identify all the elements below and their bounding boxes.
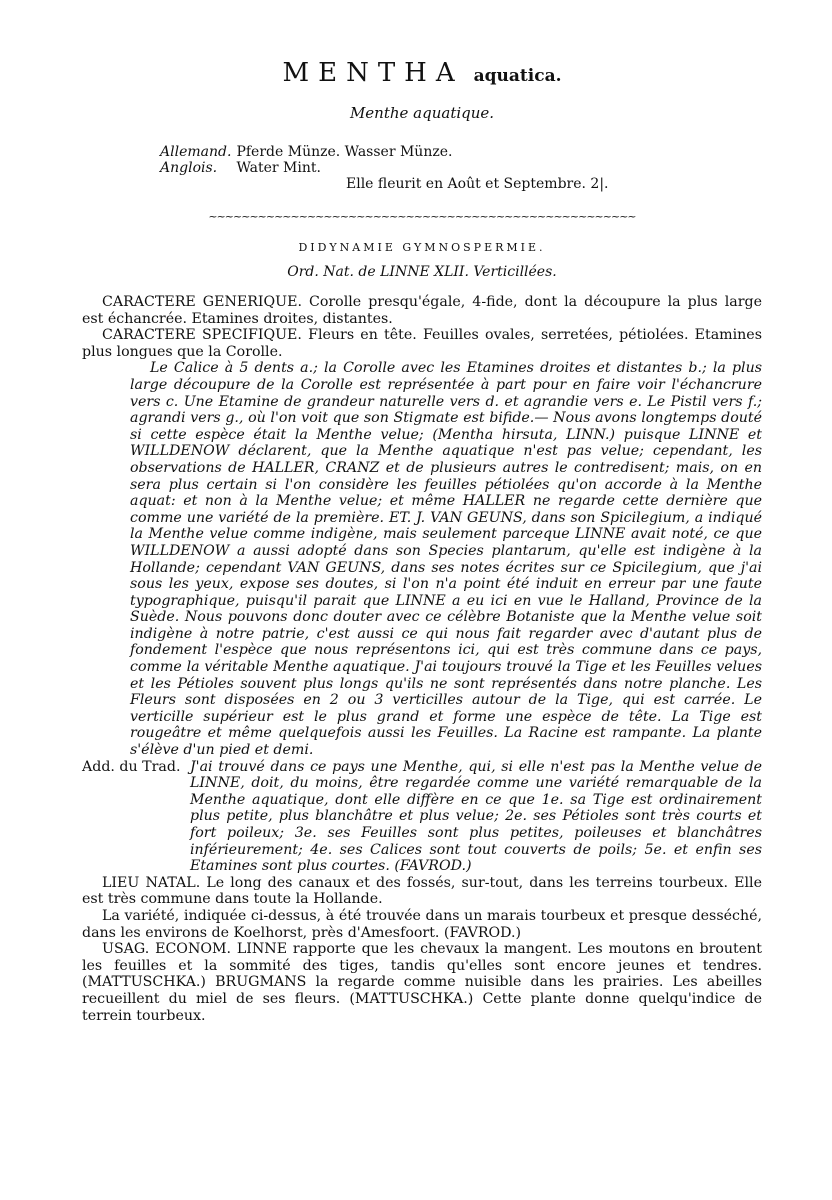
- economic-use: USAG. ECONOM. LINNE rapporte que les chevaux la mangent. Les moutons en broutent les feuilles et la sommité des tiges, tandis qu'elles sont encore jeunes et tendres. (MATTUSCHKA.) BRUGMANS la regarde comme nuisible dans les prairies. Les abeilles recueillent du miel de ses fleurs. (MATTUSCHKA.) Cette plante donne quelqu'indice de terrein tourbeux.: [82, 941, 762, 1024]
- german-name-row: [160, 144, 762, 160]
- translator-addition-label: Add. du Trad.: [82, 758, 181, 775]
- german-label: Allemand.: [160, 144, 232, 160]
- ornamental-rule: ~~~~~~~~~~~~~~~~~~~~~~~~~~~~~~~~~~~~~~~~~~~~~~~~~~~~: [208, 210, 636, 223]
- generic-character: CARACTERE GENERIQUE. Corolle presqu'égale, 4-fide, dont la découpure la plus large est échancrée. Etamines droites, distantes.: [82, 294, 762, 327]
- english-name: Water Mint.: [236, 160, 321, 176]
- native-habitat: LIEU NATAL. Le long des canaux et des fossés, sur-tout, dans les terreins tourbeux. Elle est très commune dans toute la Hollande.: [82, 874, 762, 908]
- species-epithet: aquatica.: [473, 66, 562, 86]
- page-title: [82, 58, 762, 88]
- description-paragraph: Le Calice à 5 dents a.; la Corolle avec les Etamines droites et distantes b.; la plus large découpure de la Corolle est représentée à part pour en faire voir l'échancrure vers c. Une Etamine de grandeur naturelle vers d. et agrandie vers e. Le Pistil vers f.; agrandi vers g., où l'on voit que son Stigmate est bifide.— Nous avons longtemps douté si cette espèce était la Menthe velue; (Mentha hirsuta, LINN.) puisque LINNE et WILLDENOW déclarent, que la Menthe aquatique n'est pas velue; cependant, les observations de HALLER, CRANZ et de plusieurs autres le contredisent; mais, on en sera plus certain si l'on considère les feuilles pétiolées qu'on accorde à la Menthe aquat: et non à la Menthe velue; et même HALLER ne regarde cette dernière que comme une variété de la première. ET. J. VAN GEUNS, dans son Spicilegium, a indiqué la Menthe velue comme indigène, mais seulement parceque LINNE avait noté, ce que WILLDENOW a aussi adopté dans son Species plantarum, qu'elle est indigène à la Hollande; cependant VAN GEUNS, dans ses notes écrites sur ce Spicilegium, que j'ai sous les yeux, expose ses doutes, si l'on n'a point été induit en erreur par une faute typographique, puisqu'il parait que LINNE a eu ici en vue le Halland, Province de la Suède. Nous pouvons donc douter avec ce célèbre Botaniste que la Menthe velue soit indigène à notre patrie, c'est aussi ce qui nous fait regarder avec d'autant plus de fondement l'espèce que nous représentons ici, qui est très commune dans ce pays, comme la véritable Menthe aquatique. J'ai toujours trouvé la Tige et les Feuilles velues et les Pétioles souvent plus longs qu'ils ne sont représentés dans notre planche. Les Fleurs sont disposées en 2 ou 3 verticilles autour de la Tige, qui est carrée. Le verticille supérieur est le plus grand et forme une espèce de tête. La Tige est rougeâtre et même quelquefois aussi les Feuilles. La Racine est rampante. La plante s'élève d'un pied et demi.: [130, 360, 762, 759]
- english-name-row: [160, 160, 762, 176]
- german-names: Pferde Münze. Wasser Münze.: [236, 144, 453, 160]
- genus-name: MENTHA: [282, 58, 464, 88]
- english-label: Anglois.: [160, 160, 218, 176]
- text-body: [82, 294, 762, 1024]
- variety-location: La variété, indiquée ci-dessus, à été trouvée dans un marais tourbeux et presque desséché, dans les environs de Koelhorst, près d'Amesfoort. (FAVROD.): [82, 907, 762, 941]
- specific-character: CARACTERE SPECIFIQUE. Fleurs en tête. Feuilles ovales, serretées, pétiolées. Etamines plus longues que la Corolle.: [82, 327, 762, 360]
- translator-addition-text: J'ai trouvé dans ce pays une Menthe, qui, si elle n'est pas la Menthe velue de LINNE, doit, du moins, être regardée comme une variété remarquable de la Menthe aquatique, dont elle diffère en ce que 1e. sa Tige est ordinairement plus petite, plus blanchâtre et plus velue; 2e. ses Pétioles sont très courts et fort poileux; 3e. ses Feuilles sont plus petites, poileuses et blanchâtres inférieurement; 4e. ses Calices sont tout couverts de poils; 5e. et enfin ses Etamines sont plus courtes. (FAVROD.): [190, 758, 762, 875]
- french-common-name: Menthe aquatique.: [349, 104, 495, 122]
- linnaean-class: DIDYNAMIE GYMNOSPERMIE.: [298, 241, 546, 254]
- natural-order: Ord. Nat. de LINNE XLII. Verticillées.: [287, 264, 557, 280]
- flowering-period: Elle fleurit en Août et Septembre. 2|.: [346, 176, 609, 192]
- translator-addition: [82, 759, 762, 875]
- common-names: [82, 144, 762, 192]
